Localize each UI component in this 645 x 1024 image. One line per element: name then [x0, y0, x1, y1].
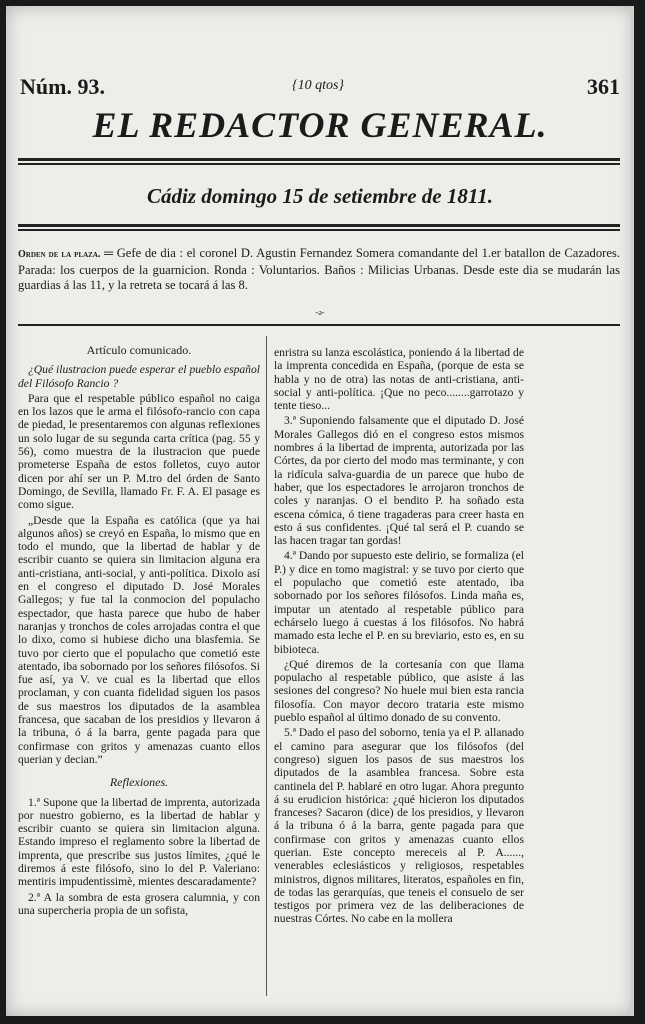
paragraph: enristra su lanza escolástica, poniendo á la libertad de la imprenta concedida en España, (porque de esta se habla y no de otra) las notas de anti-cristiana, anti-social y anti-política. ¡Que no peco........garrotazo y tente tieso...: [274, 346, 524, 413]
rule-top-thin: [18, 163, 620, 165]
orden-label: Orden de la plaza.: [18, 249, 101, 260]
page-number: 361: [587, 74, 620, 99]
rule-columns: [18, 324, 620, 326]
page-edge: [631, 6, 634, 1016]
paragraph: ¿Qué diremos de la cortesanía con que llama populacho al respetable público, que asiste á las sesiones del congreso? No huele mui bien esta rancia filosofía. Con mayor decoro trataria este mismo pueblo español al último donado de su convento.: [274, 657, 524, 725]
paragraph: Para que el respetable público español no caiga en los lazos que le arma el filósofo-rancio con capa de piedad, le presentaremos con algunas reflexiones un solo lugar de su segunda carta crítica (pag. 55 y 56), como muestra de la ilustracion que puede prometerse España de estos folletos, cuyo autor dicen por ahí ser un P. M.tro del órden de Santo Domingo, de Sevilla, llamado Fr. F. A. El pasage es como sigue.: [18, 391, 260, 512]
newspaper-page: [6, 6, 634, 1016]
left-column: [18, 344, 260, 919]
rule-top: [18, 158, 620, 161]
rule-mid: [18, 224, 620, 227]
price: {10 qtos}: [291, 78, 345, 93]
paragraph: „Desde que la España es católica (que ya hai algunos años) se creyó en España, lo mismo que en todo el mundo, que la libertad de hablar y de escribir cuanto se quiera sin limitacion alguna era anti-cristiana, anti-social, y anti-política. Dixolo así en el congreso el diputado D. José Morales Gallegos; y fue tal la conmocion del populacho espectador, que hasta parece que hubo de haber naranjas y tronchos de coles arrojadas contra el que lo dixo, como si hubiese dicho una blasfemia. Se tuvo por cierto que el populacho que cometió este atentado, iba sobornado por los señores filósofos. Si fue así, ya V. ve cual es la libertad que ellos proclaman, y con cuanta fidelidad siguen los pasos de sus maestros los diputados de la asamblea francesa, que sacaban de los presidios y llevaron á la tribuna, ó á la barra, gente pagada para que confirmase con gritos y amenazas cuanto ellos querian y decian.”: [18, 513, 260, 766]
orden-text: ═ Gefe de dia : el coronel D. Agustin Fernandez Somera comandante del 1.er batallon de Cazadores. Parada: los cuerpos de la guarnicion. Ronda : Voluntarios. Baños : Milicias Urbanas. Desde este dia se mudarán las guardias á las 11, y la retreta se tocará á las 8.: [18, 246, 620, 292]
issue-number: Núm. 93.: [20, 74, 105, 99]
masthead-top: [16, 74, 620, 100]
reflexiones-heading: Reflexiones.: [109, 775, 169, 790]
paragraph: 2.ª A la sombra de esta grosera calumnia, y con una supercheria propia de un sofista,: [18, 890, 260, 917]
right-column: [274, 346, 524, 928]
rule-mid-thin: [18, 229, 620, 231]
ornament: -ə-: [315, 308, 325, 317]
issue-date: Cádiz domingo 15 de setiembre de 1811.: [147, 184, 493, 208]
orden-de-la-plaza: [18, 246, 620, 294]
article-heading: Artículo comunicado.: [86, 343, 192, 357]
newspaper-title: EL REDACTOR GENERAL.: [92, 105, 548, 145]
article-subheading: ¿Qué ilustracion puede esperar el pueblo español del Filósofo Rancio ?: [18, 363, 260, 390]
paragraph: 1.ª Supone que la libertad de imprenta, autorizada por nuestro gobierno, es la libertad de hablar y escribir cuanto se quiera sin limitacion alguna. Estando impreso el reglamento sobre la libertad de imprenta, que prescribe sus justos límites, ¿qué le diremos á este filósofo, sino lo del P. Valeriano: mentiris impudentissimè, mientes descaradamente?: [18, 795, 260, 889]
paragraph: 4.ª Dando por supuesto este delirio, se formaliza (el P.) y dice en tomo magistral: y se tuvo por cierto que el populacho que cometió este atentado, iba sobornado por los señores filósofos. Linda maña es, imputar un atentado al respetable público para echárselo luego á cuestas á los filósofos. No habrá mamado esta leche el P. en su breviario, esto es, en su bibioteca.: [274, 549, 524, 656]
paragraph: 3.ª Suponiendo falsamente que el diputado D. José Morales Gallegos dió en el congreso estos mismos nombres á la libertad de imprenta, autorizada por las Córtes, da por cierto del modo mas terminante, y con la ridícula salva-guardia de un parece que hubo de haber, que los espectadores le arrojaron tronchos de coles y naranjas. O el bendito P. ha soñado esta escena cómica, ó tiene tragaderas para creer hasta en esto á sus confidentes. ¡Qué tal será el P. cuando se las hacen tragar tan gordas!: [274, 414, 524, 548]
paragraph: 5.ª Dado el paso del soborno, tenia ya el P. allanado el camino para asegurar que los filósofos (del congreso) siguen los pasos de sus maestros los diputados de la asamblea francesa. Sobre esta cantinela del P. hablaré en otro lugar. Ahora pregunto á su erudicion histórica: ¿qué hicieron los diputados franceses? Sacaron (dice) de los presidios, y llevaron á la tribuna ó á la barra, gente pagada para que confirmase con gritos y amenazas cuanto ellos querian. Este concepto mereceis al P. A......, venerables eclesiásticos y religiosos, respetables ministros, dignos militares, literatos, españoles en fin, de todas las gerarquías, que teneis el consuelo de ser testigos por primera vez de las deliberaciones de nuestras Córtes. No cabe en la mollera: [274, 726, 524, 926]
column-divider: [266, 336, 267, 996]
